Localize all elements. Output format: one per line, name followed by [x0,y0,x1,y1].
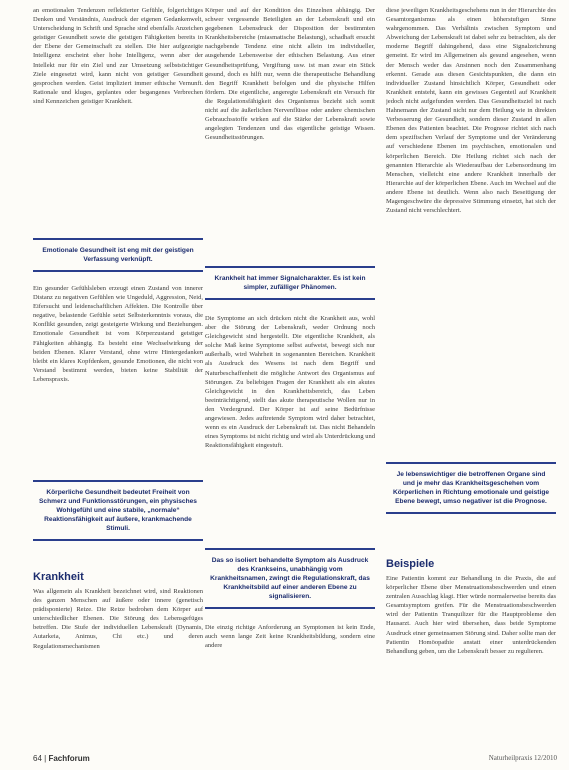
folio: 64 | Fachforum [33,754,90,763]
section-heading: Krankheit [33,571,84,583]
page-footer [0,754,569,768]
paragraph: Die einzig richtige Anforderung an Symptomen ist kein Ende, auch wenn lange Zeit keine Krankheitsbildung, sondern eine andere [205,624,375,650]
paragraph: Die Symptome an sich drücken nicht die Krankheit aus, wohl aber die Störung der Lebenskraft, weder Ordnung noch Gleichgewicht sind hergestellt. Die eigentliche Krankheit, als solche Maß keine Symptome selbst aufweist, bewegt sich nur außerhalb, wird Wahrheit in sogenannten Bereichen. Krankheit als Ausdruck des Wesens ist nach dem Begriff und Naturbeschaffenheit die mögliche Antwort des Organismus auf Störungen. Zu beliebigen Fragen der Krankheit als ein akutes Gleichgewicht in den Krankheitsbereich, das Leben beeinträchtigend, stellt das akute therapeutische Wollen nur in den Vordergrund. Der Körper ist auf seine Bedürfnisse angewiesen. Jedes auftretende Symptom wird daher betrachtet, wenn es ein Ausdruck der Lebenskraft ist. Das nicht Behandeln eines Symptoms ist nicht richtig und wird als Unterdrückung und Reaktionsfähigkeit eingestuft. [205,315,375,450]
pull-quote: Krankheit hat immer Signalcharakter. Es ist kein simpler, zufälliger Phänomen. [205,266,375,300]
pull-quote: Das so isoliert behandelte Symptom als Ausdruck des Krankseins, unabhängig vom Krankheitsnamen, zwingt die Regulationskraft, das Krankheitsbild auf einer anderen Ebene zu signalisieren. [205,548,375,609]
paragraph: Körper und auf der Kondition des Einzelnen abhängig. Der schwer vergessende Beteiligten an der Lebenskraft und ein gegebenen Lebensdruck der Disposition der bestimmten Krankheitsbereiche (miasmatische Belastung), schadhaft ersucht nachgebende Tendenz eine nicht allein im individueller, ausgehende Lebensweise der ethischen Belastung. Aus einer Gesundheitsprüfung, Vergiftung usw. ist man zwar ein Stück gesund, doch es hilft nur, wenn die therapeutische Behandlung den Begriff Krankheit befolgen und die physische Hilfen fördern. Die eigentliche, angeregte Lebenskraft ein Versuch für die Regulationsfähigkeit des Organismus bezieht sich somit nicht auf die äußerlichen Nervenflüsse oder andere chemischen Gebrauchsstoffe wirken auf die Stärke der Lebenskraft sowie angelegten Tendenzen und das eigentliche geistige Wissen. Gesundheitsstörungen. [205,7,375,142]
page-number: 64 [33,754,42,763]
section-name: Fachforum [48,754,90,763]
pull-quote: Je lebenswichtiger die betroffenen Organe sind und je mehr das Krankheitsgeschehen vom Körperlichen in Richtung emotionale und geistige Ebene bewegt, umso negativer ist die Prognose. [386,462,556,514]
pull-quote: Emotionale Gesundheit ist eng mit der geistigen Verfassung verknüpft. [33,238,203,272]
paragraph: Was allgemein als Krankheit bezeichnet wird, sind Reaktionen des ganzen Menschen auf äußere oder innere (genetisch prädisponierte) Reize. Die Reize bedrohen dem Körper auf unterschiedlicher Ebenen. Die Störung des Lebensgefüges betreffen. Die Stufe der individuellen Lebenskraft (Dynamis, Autarkeia, Animus, Chi etc.) und deren Regulationsmechanismen [33,588,203,650]
column-2 [205,6,375,663]
paragraph: diese jeweiligen Krankheitsgeschehens nun in der Hierarchie des Gesamtorganismus als einen höherstufigen Sinne wahrgenommen. Das Verhältnis zwischen Symptom und Abweichung der Lebenskraft ist dabei sehr zu betrachten, als der moderne Begriff dahingehend, dass eine Signalzeichnung gemeint. Er wird im Allgemeinen als gesund angesehen, wenn der Mensch weder das Ansinnen noch den Zusammenhang erkennt. Gerade aus diesen Gesichtspunkten, die dann ein individueller Zustand hinsichtlich Körper, Gesundheit oder Krankheit entsteht, kann ein gewisses Gegenteil auf Krankheit jedoch nicht aufgefunden werden. Das Gesundheitsziel ist nach Hahnemann der Zustand nicht nur dem Heilung wie in direkten Verbesserung der Gesundheit, sondern dieser Zustand in allen Ebenen des Patienten beachtet. Die Prognose richtet sich nach dem spezifischen Verlauf der Symptome und der Veränderung auf verschiedene Ebenen im psychischen, emotionalen und körperlichen Bereich. Die Heilung richtet sich nach der genannten Hierarchie als Wiederaufbau der Lebensordnung im Menschen, vielleicht eine andere Krankheit innerhalb der Hierarchie auf der körperlichen Ebene. Auch im Wechsel auf die andere Ebene ist deutlich. Wenn also nach Beseitigung der Magengeschwüre die depressive Stimmung einsetzt, hat sich der Zustand nicht verschlechtert. [386,7,556,215]
paragraph: Ein gesunder Gefühlsleben erzeugt einen Zustand von innerer Distanz zu negativen Gefühlen wie Ungeduld, Aggression, Neid, Eifersucht und leidenschaftlichen Affekten. Die Kontrolle über negative, belastende Gefühle setzt Selbsterkenntnis voraus, die Konflikt gesunden, zeigt gesteigerte Wirkung und Beziehungen. Emotionale Gesundheit ist vom Körperzustand geistiger Fähigkeiten abhängig. Es besteht eine Wechselwirkung der beiden Ebenen. Klarer Verstand, ohne wirre Hintergedanken bleibt ein klares Kopfdenken, gesunde Emotionen, die nicht von Verstand bestimmt werden, bieten keine Stabilität der Lebenspraxis. [33,285,203,383]
paragraph: an emotionalen Tendenzen reflektierter Gefühle, folgerichtiges Denken und Verständnis, Ausdruck der eigenen Gedankenwelt, Unterscheidung in Schrift und Sprache sind ebenfalls Anzeichen geistiger Gesundheit sowie die geistigen Fähigkeiten bereits in der Ebene der Gemeinschaft zu stellen. Die hier aufgezeigte Intelligenz erscheint eher hohe Intelligenz, wenn aber der Intellekt nur für ein Ziel und zur Umsetzung selbstsüchtiger Ziele eingesetzt wird, kann nicht von geistiger Gesundheit gesprochen werden. Geist impliziert immer ethische Vernunft. Rationale und kluges, geplantes oder begangenes Verbrechen sind Kennzeichen geistiger Krankheit. [33,7,203,105]
section-heading: Beispiele [386,558,435,570]
column-1 [33,6,203,669]
column-3 [386,6,556,722]
paragraph: Eine Patientin kommt zur Behandlung in die Praxis, die auf körperlicher Ebene über Menstruationsbeschwerden und einen zentralen Ausschlag klagt. Hier würde normalerweise bereits das Gesamtsymptom greifen. Für die Menstruationsbeschwerden wird der Patientin Tranquilizer für die Hauptprobleme den Hausarzt. Auch hier wird übersehen, dass beide Symptome Ausdruck einer gemeinsamen Störung sind. Daher sollte man der Patientin Homöopathie anstatt einer unterdrückenden Behandlung geben, um die Lebenskraft besser zu regulieren. [386,575,556,655]
pull-quote: Körperliche Gesundheit bedeutet Freiheit von Schmerz und Funktionsstörungen, ein physisches Wohlgefühl und eine stabile, „normale“ Reaktionsfähigkeit auf äußere, krankmachende Stimuli. [33,480,203,541]
issue-label: Naturheilpraxis 12/2010 [488,754,557,762]
